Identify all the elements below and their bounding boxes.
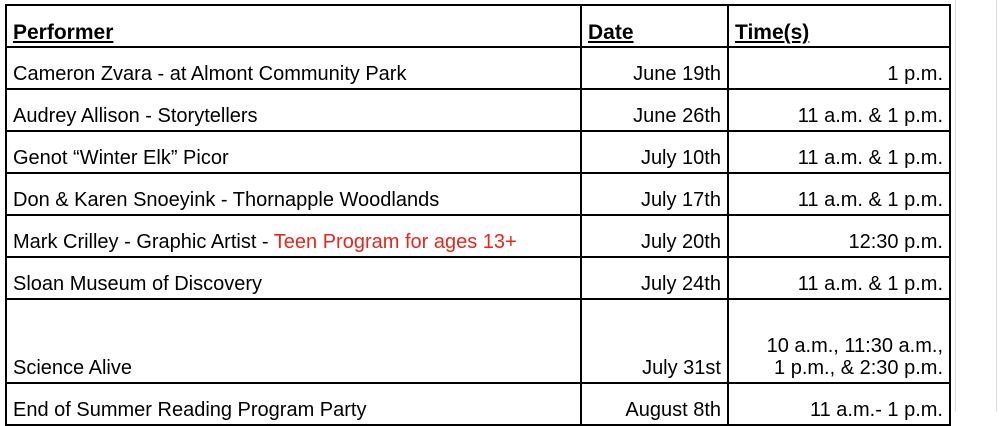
performer-name: Cameron Zvara - at Almont Community Park <box>13 63 407 85</box>
time-cell[interactable] <box>728 257 950 299</box>
table-row <box>6 131 950 173</box>
performer-name: Don & Karen Snoeyink - Thornapple Woodlands <box>13 189 440 211</box>
performer-cell[interactable] <box>6 383 581 425</box>
time-header[interactable]: Time(s) <box>728 5 950 47</box>
performer-header[interactable]: Performer <box>6 5 581 47</box>
time-line: 11 a.m.- 1 p.m. <box>809 399 943 421</box>
time-line: 11 a.m. & 1 p.m. <box>797 189 943 211</box>
performer-name: Genot “Winter Elk” Picor <box>13 147 229 169</box>
date-cell[interactable]: June 19th <box>581 47 728 89</box>
date-cell[interactable]: July 17th <box>581 173 728 215</box>
time-cell[interactable] <box>728 47 950 89</box>
table-row <box>6 215 950 257</box>
time-cell[interactable] <box>728 89 950 131</box>
performer-cell[interactable] <box>6 299 581 383</box>
performer-cell[interactable] <box>6 47 581 89</box>
time-line: 1 p.m., & 2:30 p.m. <box>774 357 943 379</box>
time-line: 12:30 p.m. <box>848 231 943 253</box>
date-cell[interactable]: July 24th <box>581 257 728 299</box>
date-header[interactable]: Date <box>581 5 728 47</box>
time-cell[interactable] <box>728 173 950 215</box>
performer-cell[interactable] <box>6 215 581 257</box>
date-cell[interactable]: July 10th <box>581 131 728 173</box>
table-row <box>6 257 950 299</box>
gridline <box>996 0 997 412</box>
table-row <box>6 299 950 383</box>
time-cell[interactable] <box>728 215 950 257</box>
time-line: 11 a.m. & 1 p.m. <box>797 147 943 169</box>
time-line: 11 a.m. & 1 p.m. <box>797 105 943 127</box>
performer-name: Mark Crilley - Graphic Artist - <box>13 231 274 253</box>
date-cell[interactable]: July 31st <box>581 299 728 383</box>
header-row <box>6 5 950 47</box>
performer-cell[interactable] <box>6 131 581 173</box>
time-cell[interactable] <box>728 383 950 425</box>
time-cell[interactable] <box>728 299 950 383</box>
date-cell[interactable]: June 26th <box>581 89 728 131</box>
time-cell[interactable] <box>728 131 950 173</box>
performer-name: End of Summer Reading Program Party <box>13 399 367 421</box>
performer-cell[interactable] <box>6 173 581 215</box>
performer-name: Audrey Allison - Storytellers <box>13 105 258 127</box>
performer-cell[interactable] <box>6 89 581 131</box>
time-line: 10 a.m., 11:30 a.m., <box>766 335 943 357</box>
table-row <box>6 173 950 215</box>
time-line: 11 a.m. & 1 p.m. <box>797 273 943 295</box>
date-cell[interactable]: July 20th <box>581 215 728 257</box>
schedule-table <box>5 4 951 426</box>
performer-name: Science Alive <box>13 357 132 379</box>
performer-cell[interactable] <box>6 257 581 299</box>
table-row <box>6 89 950 131</box>
performer-name: Sloan Museum of Discovery <box>13 273 262 295</box>
date-cell[interactable]: August 8th <box>581 383 728 425</box>
table-row <box>6 47 950 89</box>
teen-program-note: Teen Program for ages 13+ <box>273 231 517 253</box>
time-line: 1 p.m. <box>887 63 943 85</box>
gridline <box>955 0 956 412</box>
table-row <box>6 383 950 425</box>
